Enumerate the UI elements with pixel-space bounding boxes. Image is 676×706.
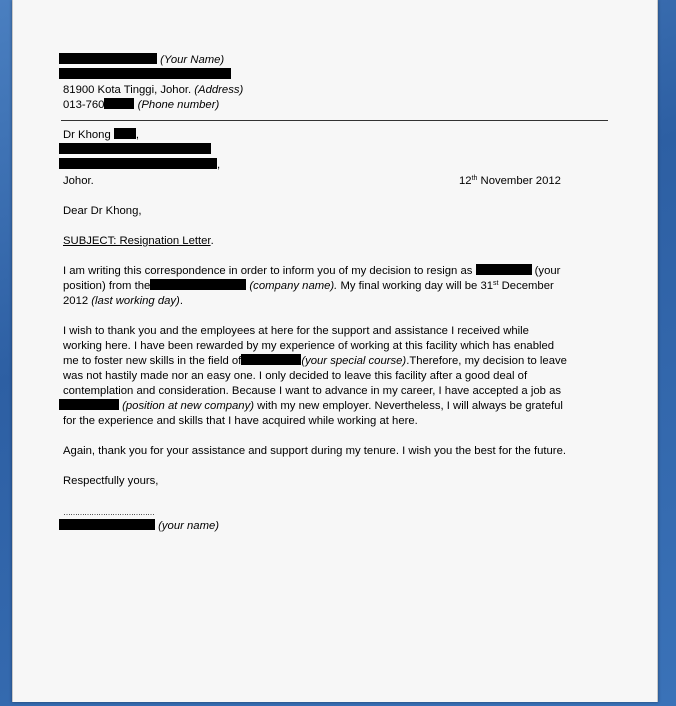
redaction <box>104 98 134 109</box>
para2-line7: for the experience and skills that I have acquired while working at here. <box>63 415 418 427</box>
redaction <box>476 264 532 275</box>
para2-line4: was not hastily made nor an easy one. I only decided to leave this facility after a good deal of <box>63 370 528 382</box>
subject-line <box>63 234 214 249</box>
letter-date <box>459 174 561 189</box>
sender-address-hint: (Address) <box>194 84 244 96</box>
text: position) from the <box>63 280 151 292</box>
special-course-hint: (your special course) <box>301 355 407 367</box>
para1-line3 <box>63 294 183 309</box>
sup: st <box>493 280 499 287</box>
comma: , <box>217 159 221 171</box>
letter-document <box>13 0 657 702</box>
recipient-name: Dr Khong <box>63 129 111 141</box>
redaction <box>59 158 217 169</box>
comma: , <box>135 129 140 141</box>
letter-page <box>12 0 658 702</box>
redaction <box>150 279 246 290</box>
redaction <box>59 53 157 64</box>
redaction <box>241 354 301 365</box>
signature-line <box>59 519 219 534</box>
text: .Therefore, my decision to leave <box>406 355 567 367</box>
signature-hint: (your name) <box>158 520 220 532</box>
text: My final working day will be 31 <box>337 280 494 292</box>
date-day: 12 <box>459 175 472 187</box>
redaction <box>59 143 211 154</box>
subject-text: SUBJECT: Resignation Letter <box>63 235 211 247</box>
sender-address-line2 <box>63 83 243 98</box>
redaction <box>114 128 136 139</box>
sender-phone-line <box>63 98 219 113</box>
sender-address-line1 <box>59 68 231 83</box>
para2-line2: working here. I have been rewarded by my experience of working at this facility which has enabled <box>63 340 555 352</box>
sender-phone-prefix: 013-760 <box>63 99 105 111</box>
para1-line2 <box>63 279 554 294</box>
new-position-hint: (position at new company) <box>122 400 255 412</box>
para2-line6 <box>59 399 563 414</box>
last-day-hint: (last working day) <box>91 295 180 307</box>
para1-line1 <box>63 264 560 279</box>
redaction <box>59 519 155 530</box>
date-suffix: th <box>471 175 478 182</box>
recipient-name-line <box>63 128 139 143</box>
para2-line5: contemplation and consideration. Because I want to advance in my career, I have accepted a job as <box>63 385 561 397</box>
salutation: Dear Dr Khong, <box>63 205 142 217</box>
closing: Respectfully yours, <box>63 475 159 487</box>
sender-phone-hint: (Phone number) <box>137 99 220 111</box>
text: 2012 <box>63 295 92 307</box>
signature-dots: ………………………………… <box>63 508 154 517</box>
text: me to foster new skills in the field of <box>63 355 242 367</box>
text: (your <box>534 265 561 277</box>
sender-name-hint: (Your Name) <box>160 54 225 66</box>
header-divider <box>61 120 608 121</box>
sender-city: 81900 Kota Tinggi, Johor. <box>63 84 192 96</box>
redaction <box>59 68 231 79</box>
para2-line1: I wish to thank you and the employees at here for the support and assistance I received while <box>63 325 529 337</box>
text: . <box>179 295 183 307</box>
para3: Again, thank you for your assistance and support during my tenure. I wish you the best for the future. <box>63 445 566 457</box>
recipient-address-line2 <box>59 158 220 173</box>
text: December <box>498 280 554 292</box>
text: I am writing this correspondence in order to inform you of my decision to resign as <box>63 265 473 277</box>
redaction <box>59 399 119 410</box>
recipient-address-line1 <box>59 143 211 158</box>
date-rest: November 2012 <box>477 175 561 187</box>
company-name-hint: (company name). <box>249 280 338 292</box>
sender-name-line <box>59 53 224 68</box>
subject-end: . <box>210 235 214 247</box>
text: with my new employer. Nevertheless, I will always be grateful <box>254 400 563 412</box>
para2-line3 <box>63 354 567 369</box>
recipient-state: Johor. <box>63 175 94 187</box>
